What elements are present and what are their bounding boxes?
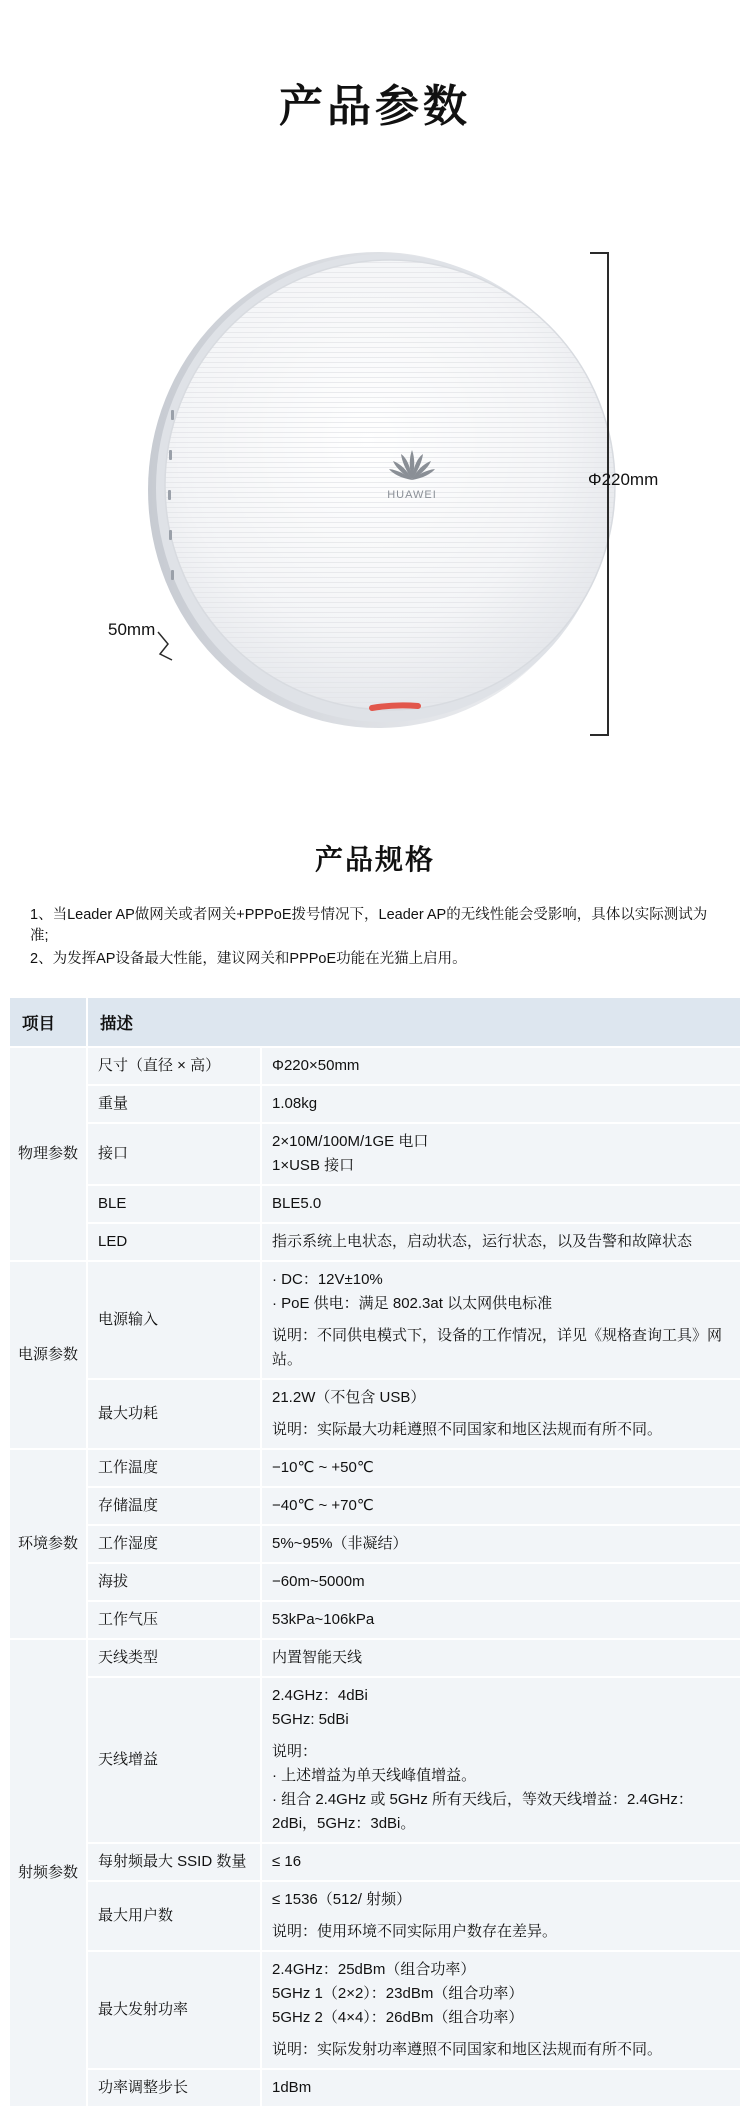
table-header-row <box>9 997 741 1047</box>
header-item: 项目 <box>9 997 87 1047</box>
value-cell: BLE5.0 <box>261 1185 741 1223</box>
value-cell: · DC：12V±10% · PoE 供电：满足 802.3at 以太网供电标准 说明：不同供电模式下，设备的工作情况，详见《规格查询工具》网站。 <box>261 1261 741 1379</box>
value-cell: −10℃ ~ +50℃ <box>261 1449 741 1487</box>
item-cell: LED <box>87 1223 261 1261</box>
notes <box>30 905 720 972</box>
table-row <box>9 1223 741 1261</box>
value-cell: −40℃ ~ +70℃ <box>261 1487 741 1525</box>
item-cell: 工作气压 <box>87 1601 261 1639</box>
item-cell: 重量 <box>87 1085 261 1123</box>
table-row <box>9 1047 741 1085</box>
category-cell: 环境参数 <box>9 1449 87 1639</box>
item-cell: 海拔 <box>87 1563 261 1601</box>
item-cell: 存储温度 <box>87 1487 261 1525</box>
item-cell: 最大功耗 <box>87 1379 261 1449</box>
value-cell: ≤ 1536（512/ 射频） 说明：使用环境不同实际用户数存在差异。 <box>261 1881 741 1951</box>
table-row <box>9 1525 741 1563</box>
item-cell: 工作温度 <box>87 1449 261 1487</box>
item-cell: 工作湿度 <box>87 1525 261 1563</box>
table-row <box>9 1563 741 1601</box>
table-row <box>9 1601 741 1639</box>
category-cell: 物理参数 <box>9 1047 87 1261</box>
item-cell: 最大发射功率 <box>87 1951 261 2069</box>
section-title: 产品规格 <box>314 844 435 875</box>
table-row <box>9 1085 741 1123</box>
value-cell: 2×10M/100M/1GE 电口 1×USB 接口 <box>261 1123 741 1185</box>
table-row <box>9 1379 741 1449</box>
diameter-label: Φ220mm <box>588 470 659 489</box>
header-description: 描述 <box>87 997 741 1047</box>
height-label: 50mm <box>108 620 156 639</box>
table-row <box>9 1185 741 1223</box>
value-cell: 1.08kg <box>261 1085 741 1123</box>
table-row <box>9 1487 741 1525</box>
note-2: 2、为发挥AP设备最大性能，建议网关和PPPoE功能在光猫上启用。 <box>30 951 467 967</box>
item-cell: 每射频最大 SSID 数量 <box>87 1843 261 1881</box>
value-cell: Φ220×50mm <box>261 1047 741 1085</box>
value-cell: −60m~5000m <box>261 1563 741 1601</box>
table-row <box>9 1843 741 1881</box>
table-row <box>9 1261 741 1379</box>
value-cell: 2.4GHz：4dBi 5GHz: 5dBi 说明： · 上述增益为单天线峰值增益。 · 组合 2.4GHz 或 5GHz 所有天线后，等效天线增益：2.4GHz：2dBi，5GHz：3dBi。 <box>261 1677 741 1843</box>
table-row <box>9 1639 741 1677</box>
item-cell: 天线类型 <box>87 1639 261 1677</box>
diameter-dimension-line <box>607 252 609 736</box>
dimension-cap-bottom <box>590 734 609 736</box>
table-row <box>9 1951 741 2069</box>
value-cell: 2.4GHz：25dBm（组合功率） 5GHz 1（2×2）：23dBm（组合功率） 5GHz 2（4×4）：26dBm（组合功率） 说明：实际发射功率遵照不同国家和地区法规而有所不同。 <box>261 1951 741 2069</box>
item-cell: 电源输入 <box>87 1261 261 1379</box>
value-cell: 1dBm <box>261 2069 741 2107</box>
value-cell: 5%~95%（非凝结） <box>261 1525 741 1563</box>
svg-text:HUAWEI: HUAWEI <box>387 489 437 501</box>
item-cell: 天线增益 <box>87 1677 261 1843</box>
value-cell: 53kPa~106kPa <box>261 1601 741 1639</box>
page-title: 产品参数 <box>279 82 471 131</box>
table-row <box>9 2069 741 2107</box>
item-cell: 最大用户数 <box>87 1881 261 1951</box>
item-cell: 功率调整步长 <box>87 2069 261 2107</box>
table-row <box>9 1677 741 1843</box>
table-row <box>9 1123 741 1185</box>
value-cell: 21.2W（不包含 USB） 说明：实际最大功耗遵照不同国家和地区法规而有所不同。 <box>261 1379 741 1449</box>
dimension-cap-top <box>590 252 609 254</box>
item-cell: 接口 <box>87 1123 261 1185</box>
item-cell: 尺寸（直径 × 高） <box>87 1047 261 1085</box>
category-cell: 电源参数 <box>9 1261 87 1449</box>
table-row <box>9 1881 741 1951</box>
note-1: 1、当Leader AP做网关或者网关+PPPoE拨号情况下，Leader AP的无线性能会受影响，具体以实际测试为准; <box>30 907 708 944</box>
value-cell: 指示系统上电状态，启动状态，运行状态，以及告警和故障状态 <box>261 1223 741 1261</box>
value-cell: 内置智能天线 <box>261 1639 741 1677</box>
table-row <box>9 1449 741 1487</box>
category-cell: 射频参数 <box>9 1639 87 2107</box>
value-cell: ≤ 16 <box>261 1843 741 1881</box>
product-image <box>0 240 750 760</box>
spec-table <box>8 996 742 2108</box>
item-cell: BLE <box>87 1185 261 1223</box>
